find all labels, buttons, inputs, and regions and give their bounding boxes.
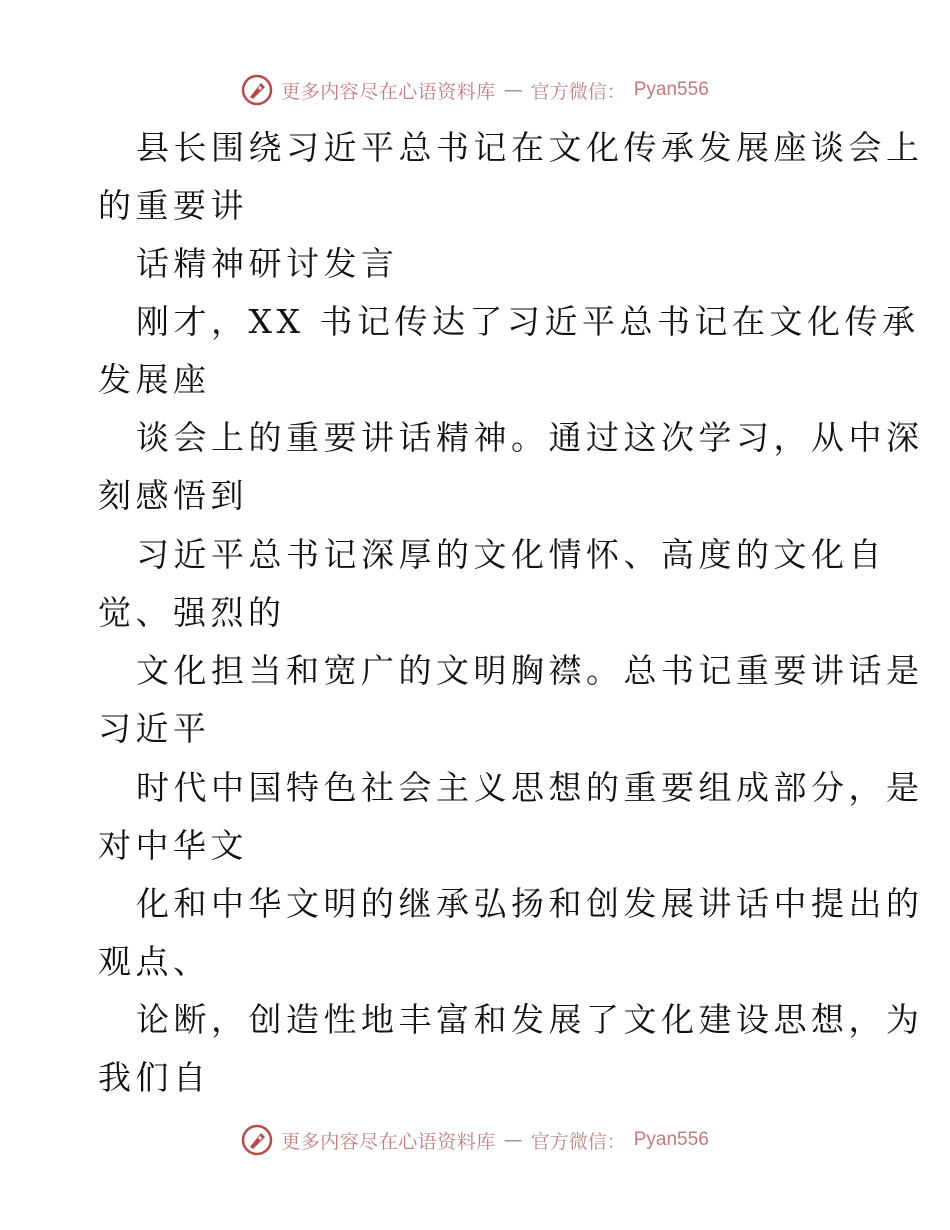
doc-line: 刻感悟到 [98, 476, 248, 515]
pen-nib-logo-icon [241, 74, 273, 106]
doc-line: 发展座 [98, 360, 211, 399]
doc-line: 刚才，XX 书记传达了习近平总书记在文化传承 [136, 302, 920, 341]
doc-line: 论断，创造性地丰富和发展了文化建设思想，为 [136, 1000, 924, 1039]
doc-line: 时代中国特色社会主义思想的重要组成部分，是 [136, 768, 924, 807]
doc-line: 观点、 [98, 942, 211, 981]
doc-line: 谈会上的重要讲话精神。通过这次学习，从中深 [136, 418, 924, 457]
watermark-separator: — [503, 1129, 523, 1151]
header-watermark [0, 70, 950, 110]
watermark-separator: — [503, 79, 523, 101]
doc-line: 对中华文 [98, 826, 248, 865]
doc-line: 我们自 [98, 1058, 211, 1097]
doc-line: 化和中华文明的继承弘扬和创发展讲话中提出的 [136, 884, 924, 923]
doc-line: 话精神研讨发言 [136, 244, 399, 283]
watermark-text: 更多内容尽在心语资料库 [281, 1130, 496, 1153]
watermark-label: 官方微信： [530, 1130, 626, 1153]
watermark-label: 官方微信： [530, 80, 626, 103]
doc-line: 习近平 [98, 709, 211, 748]
footer-watermark [0, 1120, 950, 1160]
watermark-id: Pyan556 [633, 1129, 709, 1150]
pen-nib-logo-icon [241, 1124, 273, 1156]
doc-line: 县长围绕习近平总书记在文化传承发展座谈会上 [136, 128, 924, 167]
doc-line: 习近平总书记深厚的文化情怀、高度的文化自 [136, 535, 886, 574]
doc-line: 文化担当和宽广的文明胸襟。总书记重要讲话是 [136, 651, 924, 690]
watermark-text: 更多内容尽在心语资料库 [281, 80, 496, 103]
watermark-id: Pyan556 [633, 79, 709, 100]
doc-line: 觉、强烈的 [98, 593, 286, 632]
doc-line: 的重要讲 [98, 186, 248, 225]
